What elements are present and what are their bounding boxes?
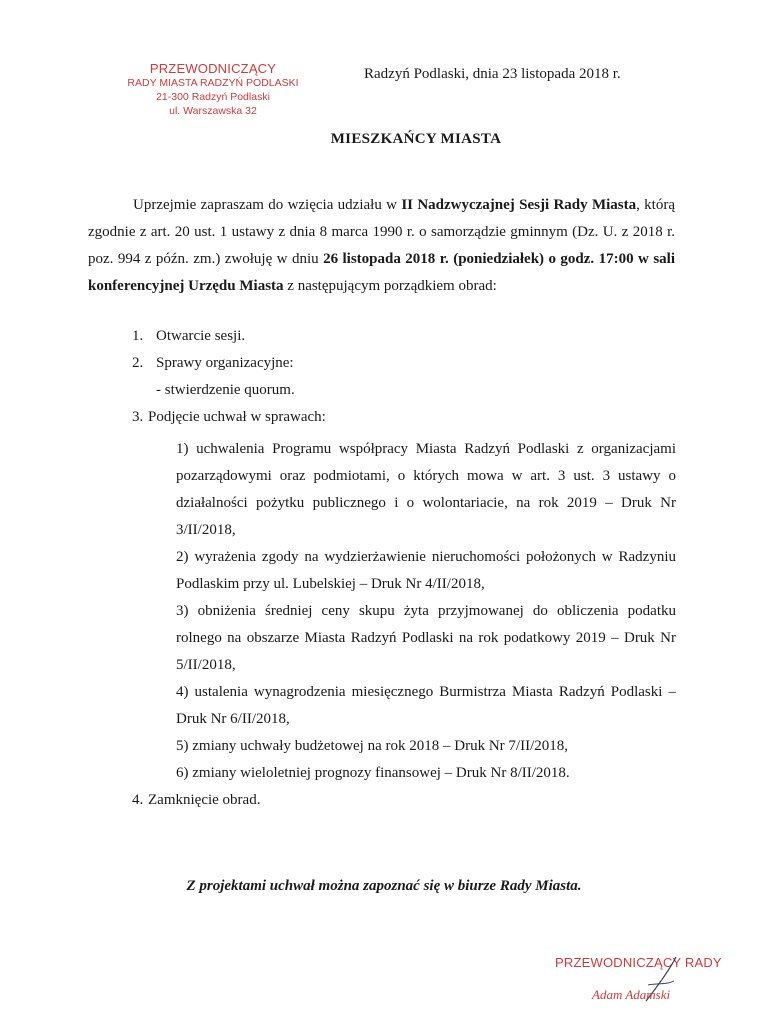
agenda-subitem-quorum: - stwierdzenie quorum. (156, 382, 295, 398)
intro-text-3: z następującym porządkiem obrad: (283, 278, 497, 294)
agenda-item-text: Otwarcie sesji. (156, 328, 246, 344)
stamp-title: PRZEWODNICZĄCY (149, 61, 277, 76)
intro-session-name: II Nadzwyczajnej Sesji Rady Miasta (401, 197, 637, 213)
agenda-item-3 (132, 409, 326, 426)
agenda-item-number: 4. (132, 792, 144, 808)
agenda-item-4 (132, 792, 260, 809)
resolution-item: 6) zmiany wieloletniej prognozy finansowej – Druk Nr 8/II/2018. (176, 765, 570, 781)
agenda-item-text: Podjęcie uchwał w sprawach: (148, 409, 326, 425)
addressee-heading: MIESZKAŃCY MIASTA (330, 131, 502, 147)
resolution-item: 2) wyrażenia zgody na wydzierżawienie nieruchomości położonych w Radzyniu Podlaskim przy ul. Lubelskiej – Druk Nr 4/II/2018, (176, 549, 676, 592)
agenda-item-number: 1. (132, 328, 144, 344)
invitation-paragraph (88, 192, 675, 300)
agenda-item-number: 2. (132, 355, 144, 371)
agenda-item-text: Zamknięcie obrad. (148, 792, 261, 808)
signature: Adam Adamski (592, 987, 671, 1002)
chairman-stamp: PRZEWODNICZĄCY RADY (555, 955, 722, 970)
closing-note: Z projektami uchwał można zapoznać się w biurze Rady Miasta. (186, 878, 582, 894)
agenda-item-2 (132, 355, 294, 372)
place-and-date: Radzyń Podlaski, dnia 23 listopada 2018 r. (364, 66, 621, 82)
intro-text-1: Uprzejmie zapraszam do wzięcia udziału w (133, 197, 402, 213)
resolution-item: 3) obniżenia średniej ceny skupu żyta przyjmowanej do obliczenia podatku rolnego na obszarze Miasta Radzyń Podlaski na rok podatkowy 2019 – Druk Nr 5/II/2018, (176, 603, 676, 673)
stamp-postal-code: 21-300 Radzyń Podlaski (156, 91, 270, 103)
resolution-item: 4) ustalenia wynagrodzenia miesięcznego Burmistrza Miasta Radzyń Podlaski – Druk Nr 6/II/2018, (176, 684, 676, 727)
stamp-institution: RADY MIASTA RADZYŃ PODLASKI (127, 77, 299, 89)
resolution-item: 5) zmiany uchwały budżetowej na rok 2018 – Druk Nr 7/II/2018, (176, 738, 568, 754)
intro-text-2: , którą zgodnie z art. 20 ust. 1 ustawy z dnia 8 marca 1990 r. o samorządzie gminnym (Dz. U. z 2018 r. poz. 994 z późn. zm.) zwołuję w dniu (88, 197, 676, 267)
stamp-street: ul. Warszawska 32 (169, 105, 257, 117)
agenda-item-text: Sprawy organizacyjne: (156, 355, 294, 371)
resolution-item: 1) uchwalenia Programu współpracy Miasta Radzyń Podlaski z organizacjami pozarządowymi oraz podmiotami, o których mowa w art. 3 ust. 3 ustawy o działalności pożytku publicznego i o wolontariacie, na rok 2019 – Druk Nr 3/II/2018, (176, 441, 676, 538)
intro-date-place: 26 listopada 2018 r. (poniedziałek) o godz. 17:00 w sali konferencyjnej Urzędu Miasta (88, 251, 676, 294)
agenda-item-number: 3. (132, 409, 144, 425)
sender-stamp (118, 62, 308, 118)
agenda-item-1 (132, 328, 245, 345)
